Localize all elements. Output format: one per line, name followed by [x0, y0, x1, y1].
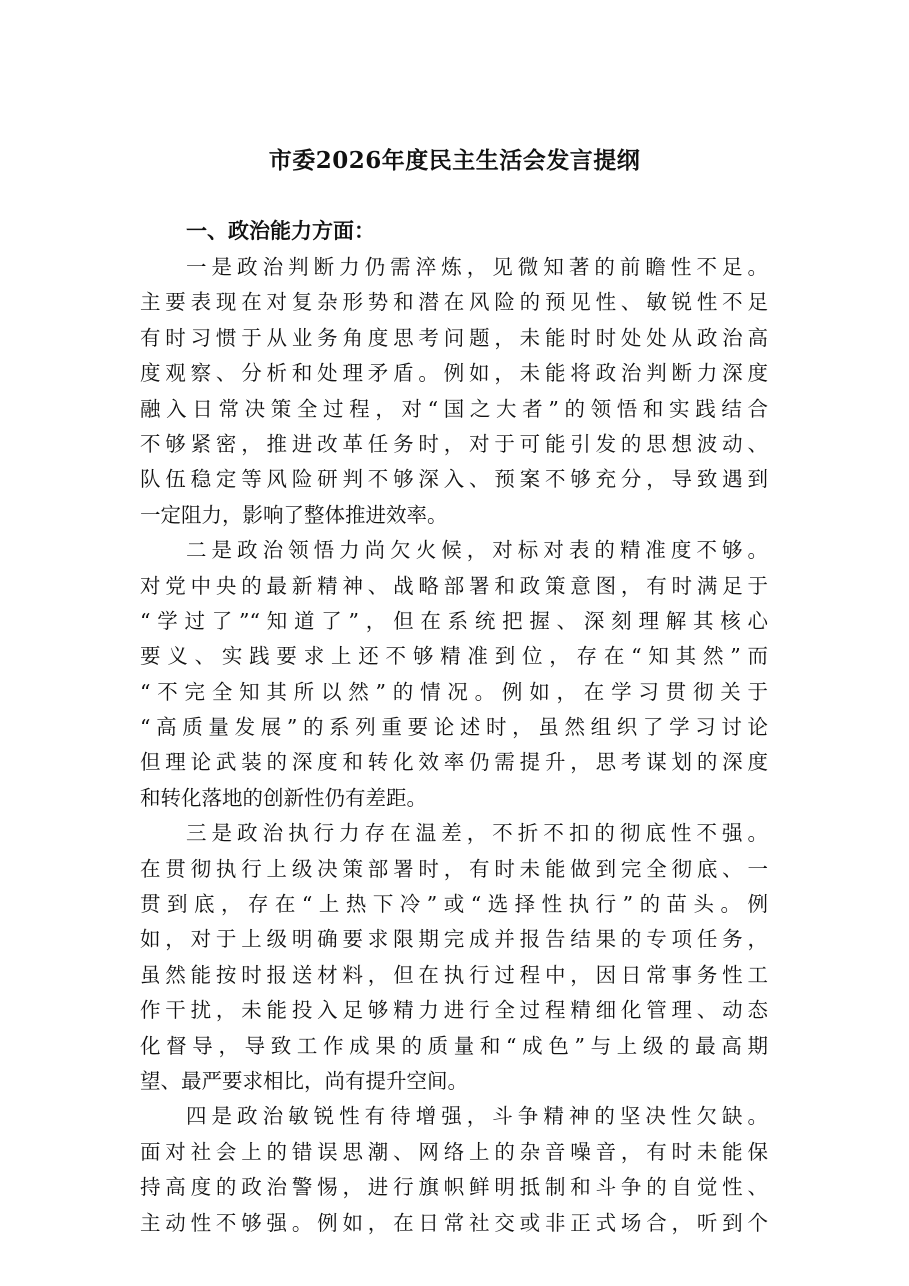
page-title: 市委2026年度民主生活会发言提纲	[268, 147, 641, 174]
paragraph-line: 对党中央的最新精神、战略部署和政策意图，有时满足于	[140, 573, 768, 598]
section-heading: 一、政治能力方面：	[186, 218, 375, 243]
paragraph-2	[140, 533, 768, 816]
paragraph-1	[140, 250, 768, 533]
paragraph-line: 队伍稳定等风险研判不够深入、预案不够充分，导致遇到	[140, 467, 768, 492]
paragraph-line: 不够紧密，推进改革任务时，对于可能引发的思想波动、	[140, 431, 768, 456]
paragraph-line: 望、最严要求相比，尚有提升空间。	[140, 1068, 468, 1093]
paragraph-line: 四是政治敏锐性有待增强，斗争精神的坚决性欠缺。	[186, 1104, 768, 1129]
paragraph-line: 主动性不够强。例如，在日常社交或非正式场合，听到个	[140, 1210, 768, 1235]
paragraph-line: 有时习惯于从业务角度思考问题，未能时时处处从政治高	[140, 325, 768, 350]
paragraph-line: 主要表现在对复杂形势和潜在风险的预见性、敏锐性不足	[140, 290, 768, 315]
paragraph-line: “学过了”“知道了”，但在系统把握、深刻理解其核心	[140, 608, 768, 633]
paragraph-line: “高质量发展”的系列重要论述时，虽然组织了学习讨论	[140, 715, 768, 740]
paragraph-line: 作干扰，未能投入足够精力进行全过程精细化管理、动态	[140, 998, 768, 1023]
paragraph-line: 在贯彻执行上级决策部署时，有时未能做到完全彻底、一	[140, 856, 768, 881]
paragraph-line: 持高度的政治警惕，进行旗帜鲜明抵制和斗争的自觉性、	[140, 1175, 768, 1200]
paragraph-line: 度观察、分析和处理矛盾。例如，未能将政治判断力深度	[140, 361, 768, 386]
paragraph-line: 贯到底，存在“上热下冷”或“选择性执行”的苗头。例	[140, 892, 768, 917]
paragraph-4	[140, 1099, 768, 1241]
paragraph-line: 一是政治判断力仍需淬炼，见微知著的前瞻性不足。	[186, 255, 768, 279]
paragraph-line: 要义、实践要求上还不够精准到位，存在“知其然”而	[140, 644, 768, 669]
paragraph-3	[140, 816, 768, 1099]
paragraph-line: 和转化落地的创新性仍有差距。	[140, 785, 427, 810]
paragraph-line: 二是政治领悟力尚欠火候，对标对表的精准度不够。	[186, 538, 768, 563]
paragraph-line: 面对社会上的错误思潮、网络上的杂音噪音，有时未能保	[140, 1139, 768, 1164]
paragraph-line: 三是政治执行力存在温差，不折不扣的彻底性不强。	[186, 821, 768, 846]
paragraph-line: 虽然能按时报送材料，但在执行过程中，因日常事务性工	[140, 962, 768, 987]
paragraph-line: 如，对于上级明确要求限期完成并报告结果的专项任务，	[140, 927, 768, 952]
document-body	[140, 212, 768, 1241]
paragraph-line: “不完全知其所以然”的情况。例如，在学习贯彻关于	[140, 679, 768, 704]
paragraph-line: 融入日常决策全过程，对“国之大者”的领悟和实践结合	[140, 396, 768, 421]
paragraph-line: 但理论武装的深度和转化效率仍需提升，思考谋划的深度	[140, 750, 768, 775]
paragraph-line: 一定阻力，影响了整体推进效率。	[140, 502, 448, 527]
paragraph-line: 化督导，导致工作成果的质量和“成色”与上级的最高期	[140, 1033, 768, 1058]
